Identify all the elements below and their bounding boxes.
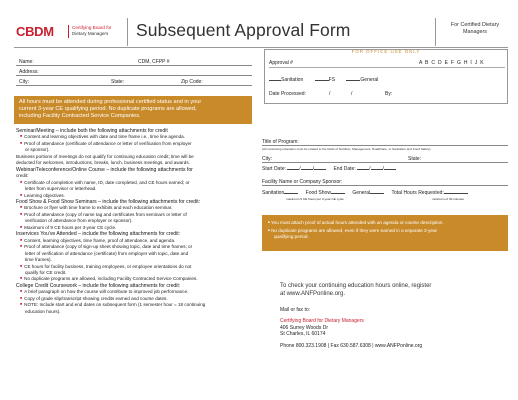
instructions-list (16, 128, 256, 315)
instruction-line: ■ Proof of attendance (certificate of attendance or letter of verification from employer (16, 141, 256, 147)
header (14, 18, 508, 46)
contact-line: Phone 800.323.1908 | Fax 630.587.6308 | www.ANFPonline.org (280, 342, 423, 349)
office-date-row: Date Processed: / / By: (269, 91, 393, 97)
instruction-heading: Food Show & Food Show Seminars – include the following attachments for credit: (16, 198, 201, 205)
instruction-line: qualify for CE credit. (25, 269, 67, 275)
instruction-line: ■ Content and learning objectives with date and time frame i.e., time line agenda. (16, 134, 256, 140)
office-category-row: Sanitation FS General (269, 77, 378, 83)
name-field[interactable] (16, 57, 252, 66)
instruction-line: verification of attendance from employer or sponsor). (25, 218, 133, 224)
office-use-box (264, 49, 508, 104)
instruction-heading: Webinar/Teleconference/Online Course – include the following attachments for (16, 166, 193, 173)
instruction-line: time frames). (25, 257, 52, 263)
header-rule (14, 47, 508, 48)
instruction-heading: Seminar/Meeting – include both the following attachments for credit (16, 128, 168, 134)
cdm-label: CDM, CFPP # (138, 59, 170, 65)
instruction-line: ■ Maximum of 9 CE hours per 3-year CE cycle. (16, 225, 256, 231)
bullet-icon: ■ (268, 220, 270, 224)
instruction-line: education hours). (25, 308, 61, 314)
program-title-note: (All continuing education must be related to the fields of Nutrition, Management, Healthcare, or Sanitation and Food Safety) (262, 147, 431, 151)
header-divider-right (435, 18, 436, 46)
instruction-line: deducted for welcomes, introductions, breaks, lunch, business meetings, and awards. (16, 160, 190, 166)
instruction-line: letter from supervisor or letterhead. (25, 186, 97, 192)
instruction-line: credit: (16, 173, 29, 179)
hours-row[interactable]: Sanitation Food Show General Total Hours Requested: (262, 190, 508, 196)
website-link[interactable]: at www.ANFPonline.org. (280, 290, 346, 297)
state-label: State: (111, 79, 125, 85)
approval-letters: A B C D E F G H I J K (419, 60, 485, 66)
instruction-line: ■ Proof of attendance (copy of name tag and certificates from seminars or letter of (16, 212, 256, 218)
instruction-line: Business portions of meetings do not qualify for continuing education credit; time will be (16, 153, 194, 159)
notice-banner: All hours must be attended during professional certified status and in your current 3-year CE qualifying period. No duplicate programs are allowed, including Facility Contracted Service Companies. (14, 96, 252, 124)
sponsor-field[interactable]: Facility Name or Company Sponsor: (262, 177, 508, 186)
mail-org: Certifying Board for Dietary Managers (280, 318, 364, 325)
instruction-line: ■ Copy of grade slip/transcript showing credits earned and course dates. (16, 296, 256, 302)
food-show-note: maximum 9 CE hours per 3-year CE cycle (286, 197, 344, 201)
instruction-line: ■ No duplicate programs are allowed, including Facility Contracted Service Companies. (16, 276, 256, 282)
program-dates-row[interactable]: Start Date: / / End Date: / / (262, 166, 508, 172)
office-heading: FOR OFFICE USE ONLY (351, 49, 421, 54)
instruction-line: ■ Certificate of completion with name, ID, date completed, and CE hours earned; or (16, 180, 256, 186)
page-title: Subsequent Approval Form (136, 20, 351, 40)
instruction-line: ■ Learning objectives. (16, 193, 256, 199)
header-right-label: For Certified Dietary Managers (450, 22, 500, 35)
header-divider-left (127, 18, 128, 46)
instruction-line: ■ Content, learning objectives, time frame, proof of attendance, and agenda. (16, 238, 256, 244)
city-state-zip-field[interactable] (16, 77, 252, 86)
city-label: City: (19, 79, 29, 85)
zip-label: Zip Code: (181, 79, 203, 85)
instruction-line: ■ NOTE: Include start and end dates on subsequent form (1 semester hour = 18 continuing (16, 302, 256, 308)
logo (16, 23, 54, 41)
total-hours-note: minimum of 30 minutes (432, 197, 464, 201)
instruction-line: or sponsor). (25, 147, 50, 153)
instruction-heading: College Credit Coursework – include the following attachments for credit: (16, 282, 181, 289)
instruction-line: ■ Brochure or flyer with time frame to exhibits and each education seminar. (16, 205, 256, 211)
instruction-line: ■ CE hours for facility business, training employees, or employee orientations do not (16, 264, 256, 270)
office-approval-row: Approval # A B C D E F G H I J K (269, 60, 505, 68)
logo-subtitle: Certifying Board for Dietary Managers (72, 25, 112, 36)
online-info: To check your continuing education hours online, register at www.ANFPonline.org. Mail or fax to: Certifying Board for Dietary Managers 406 Surrey Woods Dr St Charles, IL 60174 Phone 800.323.1908 | Fax 630.587.6308 | www.ANFPonline.org (280, 283, 508, 350)
address-field[interactable] (16, 67, 252, 76)
bullet-icon: ■ (268, 228, 270, 233)
instruction-heading: Inservices You've Attended – include the following attachments for credit: (16, 231, 181, 238)
requirements-box: ■ You must attach proof of actual hours attended with an agenda or course description. ■ No duplicate programs are allowed, even if they were earned in a separate 3-year qualifying period. (262, 215, 508, 251)
instruction-line: ■ Proof of attendance (copy of sign-up sheet showing topic, date and time frames; or (16, 244, 256, 250)
instruction-line: letter of verification of attendance (certificate) from employer with topic, date and (25, 250, 189, 256)
program-city-state-field[interactable]: City: State: (262, 154, 508, 163)
logo-divider (68, 25, 69, 38)
name-label: Name: (19, 59, 34, 65)
instruction-line: ■ A brief paragraph on how the course will contribute to improved job performance. (16, 289, 256, 295)
program-title-field[interactable]: Title of Program: (262, 137, 508, 146)
address-label: Address: (19, 69, 39, 75)
logo-text: CBDM (16, 24, 54, 39)
